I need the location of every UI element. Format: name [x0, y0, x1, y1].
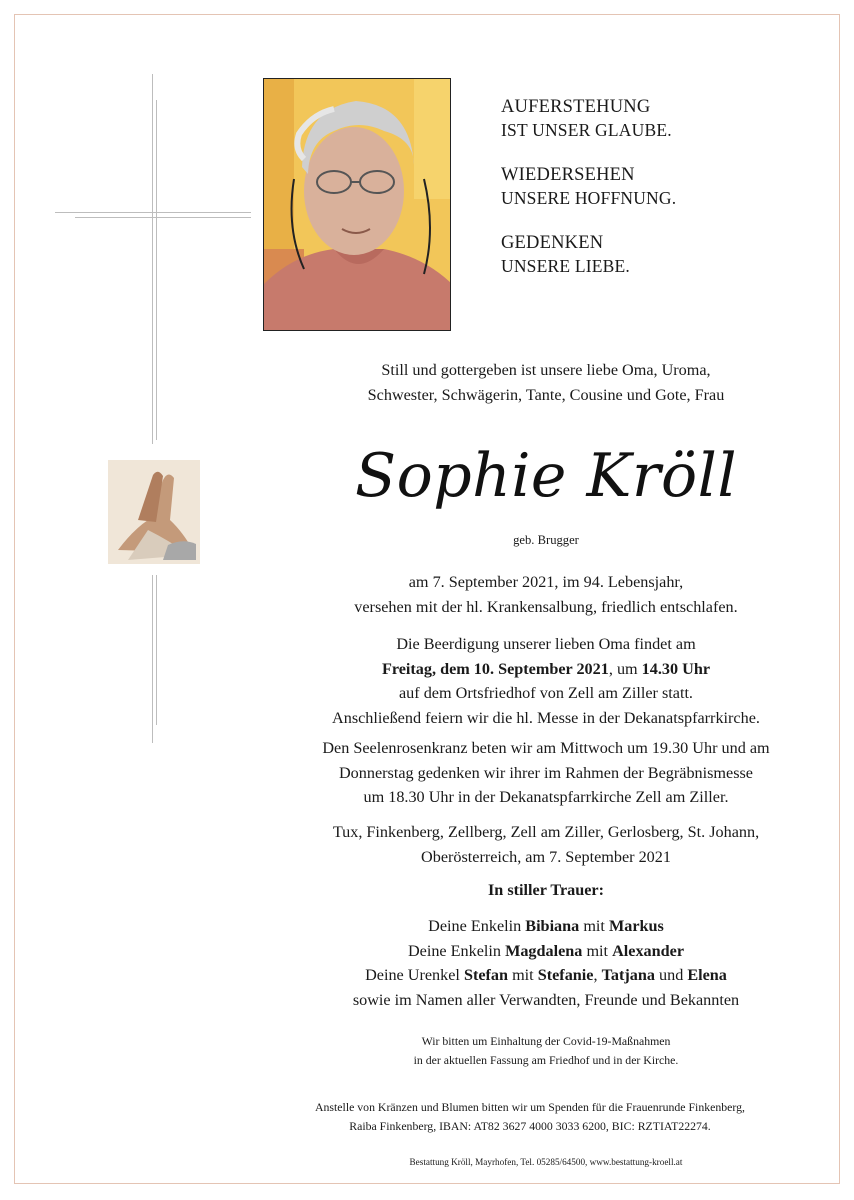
mourners-list — [260, 914, 832, 1012]
funeral-time: 14.30 Uhr — [641, 659, 711, 678]
covid-notice — [260, 1032, 832, 1070]
portrait-photo — [263, 78, 451, 331]
donation-line: Anstelle von Kränzen und Blumen bitten wir um Spenden für die Frauenrunde Finkenberg, — [315, 1100, 745, 1114]
mourner-row — [260, 963, 832, 988]
mourner-name: Alexander — [612, 941, 685, 960]
mourner-name: Tatjana — [601, 966, 655, 984]
rosary-line: um 18.30 Uhr in der Dekanatspfarrkirche Zell am Ziller. — [363, 788, 729, 806]
mourner-row — [260, 939, 832, 964]
motto-group — [501, 232, 676, 278]
rosary-line: Den Seelenrosenkranz beten wir am Mittwoch um 19.30 Uhr und am — [322, 739, 770, 757]
motto — [501, 96, 676, 300]
place-date-line: Oberösterreich, am 7. September 2021 — [421, 847, 671, 866]
motto-group — [501, 96, 676, 142]
intro-line: Schwester, Schwägerin, Tante, Cousine und Gote, Frau — [367, 385, 725, 404]
mourning-heading: In stiller Trauer: — [488, 881, 604, 899]
mourner-name: Stefan — [463, 966, 509, 984]
funeral-text — [260, 632, 832, 730]
mourner-name: Magdalena — [505, 941, 583, 960]
motto-group — [501, 164, 676, 210]
mourner-text: Deine Enkelin — [428, 917, 526, 935]
place-date-text — [260, 820, 832, 869]
funeral-line: Die Beerdigung unserer lieben Oma findet am — [396, 635, 696, 653]
intro-line: Still und gottergeben ist unsere liebe Oma, Uroma, — [381, 361, 711, 379]
death-text — [260, 570, 832, 619]
funeral-date-line — [260, 657, 832, 682]
mourner-text: , — [593, 966, 602, 984]
mourner-text: Deine Urenkel — [365, 966, 464, 984]
intro-text — [260, 358, 832, 407]
mourner-text: mit — [508, 966, 538, 984]
deceased-name: Sophie Kröll — [354, 441, 738, 511]
mourner-row — [260, 914, 832, 939]
covid-line: Wir bitten um Einhaltung der Covid-19-Maßnahmen — [421, 1034, 671, 1048]
motto-line: WIEDERSEHEN — [501, 165, 635, 185]
mourner-text: mit — [582, 941, 613, 960]
motto-line: IST UNSER GLAUBE. — [501, 120, 672, 140]
rosary-line: Donnerstag gedenken wir ihrer im Rahmen der Begräbnismesse — [338, 763, 753, 782]
motto-line: GEDENKEN — [501, 233, 604, 253]
mourner-name: Stefanie — [537, 966, 594, 984]
mourner-text: und — [654, 966, 688, 984]
motto-line: UNSERE LIEBE. — [501, 256, 630, 276]
footer-credit: Bestattung Kröll, Mayrhofen, Tel. 05285/64500, www.bestattung-kroell.at — [409, 1157, 683, 1167]
funeral-line: Anschließend feiern wir die hl. Messe in der Dekanatspfarrkirche. — [332, 708, 760, 727]
mourner-text: Deine Enkelin — [407, 941, 506, 960]
mourner-name: Markus — [608, 917, 664, 935]
maiden-name: geb. Brugger — [513, 533, 579, 547]
funeral-date: Freitag, dem 10. September 2021 — [381, 659, 609, 678]
place-date-line: Tux, Finkenberg, Zellberg, Zell am Ziller, Gerlosberg, St. Johann, — [332, 823, 760, 841]
mourner-text: mit — [579, 917, 609, 935]
donation-line: Raiba Finkenberg, IBAN: AT82 3627 4000 3033 6200, BIC: RZTIAT22274. — [349, 1119, 711, 1133]
mourner-row: sowie im Namen aller Verwandten, Freunde und Bekannten — [352, 990, 740, 1009]
death-line: versehen mit der hl. Krankensalbung, friedlich entschlafen. — [354, 597, 738, 616]
covid-line: in der aktuellen Fassung am Friedhof und in der Kirche. — [413, 1053, 679, 1067]
funeral-sep: , um — [608, 659, 642, 678]
rosary-text — [260, 736, 832, 810]
donation-notice — [150, 1098, 854, 1136]
motto-line: UNSERE HOFFNUNG. — [501, 188, 677, 208]
mourner-name: Bibiana — [525, 917, 580, 935]
praying-hands-icon — [108, 460, 200, 564]
mourner-name: Elena — [687, 966, 727, 984]
death-line: am 7. September 2021, im 94. Lebensjahr, — [408, 573, 684, 591]
motto-line: AUFERSTEHUNG — [501, 97, 651, 117]
funeral-line: auf dem Ortsfriedhof von Zell am Ziller statt. — [399, 684, 693, 702]
